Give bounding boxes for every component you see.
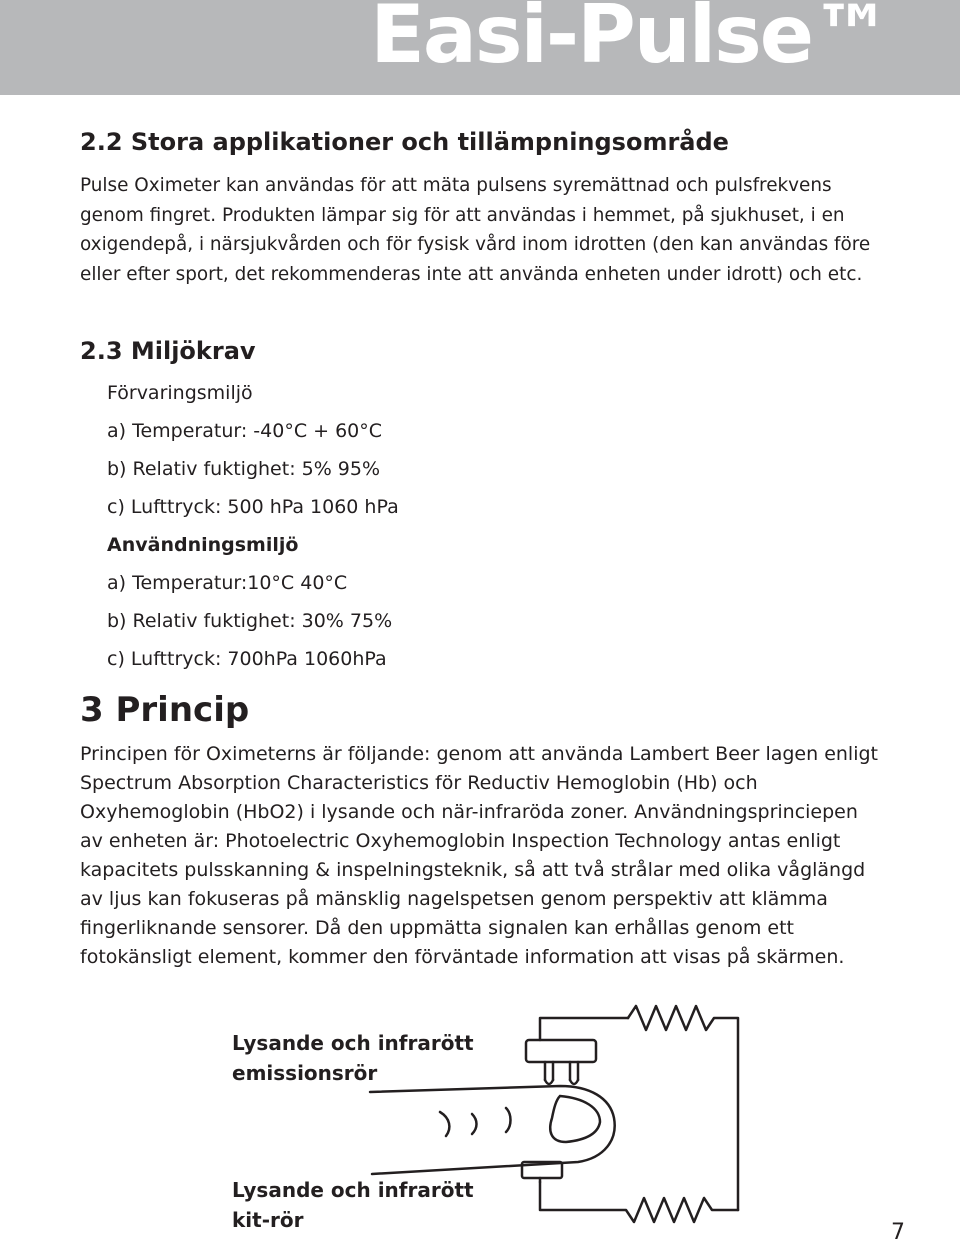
storage-item: a) Temperatur: -40°C + 60°C xyxy=(107,420,383,442)
emitter-wire xyxy=(540,1018,628,1040)
usage-item: a) Temperatur:10°C 40°C xyxy=(107,572,348,594)
storage-item: c) Lufttryck: 500 hPa 1060 hPa xyxy=(107,496,399,518)
section-2-2-body: Pulse Oximeter kan användas för att mäta pulsens syremättnad och pulsfrekvens genom fingret. Produkten lämpar sig för att användas i hemmet, på sjukhuset, i en oxigendepå, i närsjukvården och för fysisk vård inom idrotten (den kan användas före eller efter sport, det rekommenderas inte att använda enheten under idrott) och etc. xyxy=(80,175,871,285)
section-2-2-title: 2.2 Stora applikationer och tillämpningsområde xyxy=(80,128,729,156)
page-number: 7 xyxy=(891,1220,905,1245)
fingernail xyxy=(550,1096,600,1142)
section-3-body: Principen för Oximeterns är följande: genom att använda Lambert Beer lagen enligt Spectrum Absorption Characteristics för Reductiv Hemoglobin (Hb) och Oxyhemoglobin (HbO2) i lysande och när-infraröda zoner. Användningsprinciepen av enheten är: Photoelectric Oxyhemoglobin Inspection Technology antas enligt kapacitets pulsskanning & inspelningsteknik, så att två strålar med olika våglängd av ljus kan fokuseras på mänsklig nagelspetsen genom perspektiv att klämma fingerliknande sensorer. Då den uppmätta signalen kan erhållas genom ett fotokänsligt element, kommer den förväntade information att visas på skärmen. xyxy=(80,743,878,968)
emitter-block xyxy=(526,1040,596,1062)
bottom-resistor xyxy=(540,1182,738,1222)
emitter-label: Lysande och infrarött emissionsrör xyxy=(232,1031,474,1085)
storage-heading: Förvaringsmiljö xyxy=(107,382,253,404)
usage-heading: Användningsmiljö xyxy=(107,534,299,556)
receiver-label: Lysande och infrarött kit-rör xyxy=(232,1178,474,1232)
usage-item: b) Relativ fuktighet: 30% 75% xyxy=(107,610,393,632)
storage-item: b) Relativ fuktighet: 5% 95% xyxy=(107,458,381,480)
section-3-title: 3 Princip xyxy=(80,690,250,730)
section-2-3-title: 2.3 Miljökrav xyxy=(80,337,256,365)
usage-item: c) Lufttryck: 700hPa 1060hPa xyxy=(107,648,387,670)
brand-title: Easi-Pulse™ xyxy=(370,0,890,81)
top-resistor xyxy=(628,1006,738,1210)
